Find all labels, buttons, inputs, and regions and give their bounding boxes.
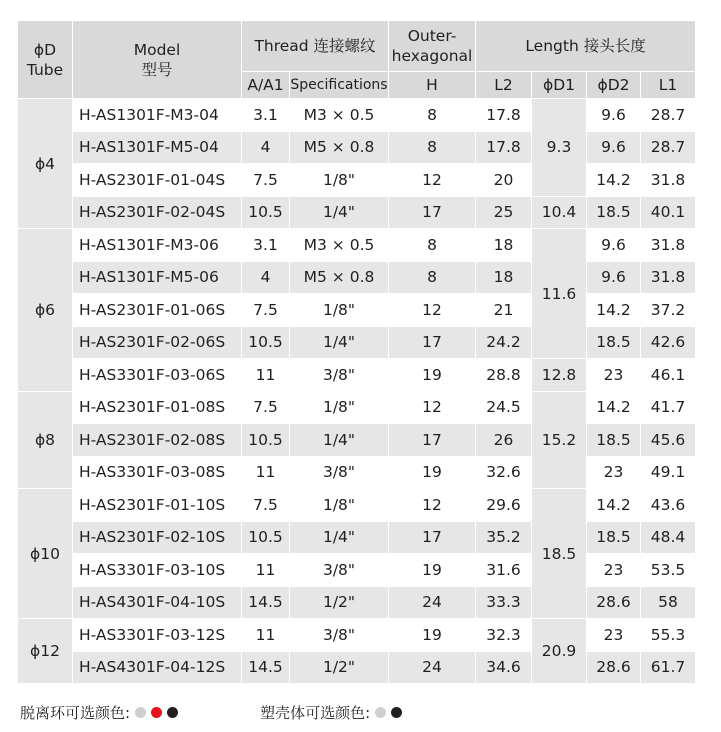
spec-table <box>17 20 696 684</box>
model-cell: H-AS3301F-03-06S <box>73 359 242 392</box>
length-d2-cell: 14.2 <box>587 294 641 327</box>
body-colors <box>260 702 402 724</box>
header-model-en: Model <box>133 40 181 59</box>
table-row <box>18 456 696 489</box>
tube-size-cell: ϕ6 <box>18 229 73 392</box>
hex-h-cell: 8 <box>389 131 476 164</box>
thread-spec-cell: 1/4" <box>290 424 389 457</box>
length-l1-cell: 58 <box>641 586 696 619</box>
thread-spec-cell: 1/8" <box>290 489 389 522</box>
thread-a-cell: 11 <box>242 554 290 587</box>
body-label: 塑壳体可选颜色: <box>260 704 371 722</box>
thread-spec-cell: M3 × 0.5 <box>290 229 389 262</box>
length-d2-cell: 9.6 <box>587 229 641 262</box>
release-ring-color-swatch-1 <box>135 707 146 718</box>
length-l2-cell: 18 <box>476 229 532 262</box>
release-ring-colors <box>20 702 178 724</box>
table-row <box>18 359 696 392</box>
model-cell: H-AS2301F-01-10S <box>73 489 242 522</box>
header-d1: ϕD1 <box>532 72 587 99</box>
thread-a-cell: 10.5 <box>242 196 290 229</box>
table-row <box>18 586 696 619</box>
length-d2-cell: 18.5 <box>587 521 641 554</box>
length-l2-cell: 29.6 <box>476 489 532 522</box>
color-options <box>20 702 710 724</box>
header-model <box>73 21 242 99</box>
thread-a-cell: 10.5 <box>242 521 290 554</box>
table-row <box>18 651 696 684</box>
length-l1-cell: 45.6 <box>641 424 696 457</box>
body-color-swatch-2 <box>391 707 402 718</box>
thread-spec-cell: 1/8" <box>290 164 389 197</box>
thread-a-cell: 11 <box>242 456 290 489</box>
table-row <box>18 326 696 359</box>
body-swatches <box>370 702 402 724</box>
hex-h-cell: 17 <box>389 326 476 359</box>
tube-size-cell: ϕ12 <box>18 619 73 684</box>
thread-spec-cell: 1/2" <box>290 651 389 684</box>
length-l2-cell: 26 <box>476 424 532 457</box>
table-row <box>18 99 696 132</box>
model-cell: H-AS3301F-03-10S <box>73 554 242 587</box>
length-l2-cell: 35.2 <box>476 521 532 554</box>
hex-h-cell: 17 <box>389 424 476 457</box>
table-row <box>18 294 696 327</box>
length-l2-cell: 25 <box>476 196 532 229</box>
thread-spec-cell: 1/8" <box>290 391 389 424</box>
length-d2-cell: 18.5 <box>587 424 641 457</box>
model-cell: H-AS2301F-02-04S <box>73 196 242 229</box>
header-l2: L2 <box>476 72 532 99</box>
length-d2-cell: 14.2 <box>587 164 641 197</box>
model-cell: H-AS2301F-01-08S <box>73 391 242 424</box>
hex-h-cell: 19 <box>389 359 476 392</box>
length-d1-cell: 11.6 <box>532 229 587 359</box>
header-l1: L1 <box>641 72 696 99</box>
table-row <box>18 489 696 522</box>
model-cell: H-AS3301F-03-08S <box>73 456 242 489</box>
length-l1-cell: 31.8 <box>641 229 696 262</box>
model-cell: H-AS2301F-02-08S <box>73 424 242 457</box>
length-l1-cell: 31.8 <box>641 261 696 294</box>
length-l1-cell: 41.7 <box>641 391 696 424</box>
length-l2-cell: 20 <box>476 164 532 197</box>
hex-h-cell: 17 <box>389 521 476 554</box>
thread-spec-cell: 1/4" <box>290 196 389 229</box>
thread-spec-cell: M5 × 0.8 <box>290 261 389 294</box>
model-cell: H-AS4301F-04-12S <box>73 651 242 684</box>
hex-h-cell: 19 <box>389 619 476 652</box>
length-d2-cell: 28.6 <box>587 651 641 684</box>
length-l1-cell: 61.7 <box>641 651 696 684</box>
hex-h-cell: 8 <box>389 261 476 294</box>
header-tube-symbol: ϕD <box>33 40 57 59</box>
hex-h-cell: 19 <box>389 456 476 489</box>
header-h: H <box>389 72 476 99</box>
thread-spec-cell: 3/8" <box>290 359 389 392</box>
thread-a-cell: 10.5 <box>242 326 290 359</box>
thread-spec-cell: 1/4" <box>290 326 389 359</box>
length-d2-cell: 23 <box>587 619 641 652</box>
hex-h-cell: 12 <box>389 489 476 522</box>
thread-spec-cell: 3/8" <box>290 554 389 587</box>
body-color-swatch-1 <box>375 707 386 718</box>
header-a: A/A1 <box>242 72 290 99</box>
length-l2-cell: 32.6 <box>476 456 532 489</box>
model-cell: H-AS4301F-04-10S <box>73 586 242 619</box>
length-l1-cell: 40.1 <box>641 196 696 229</box>
length-l2-cell: 21 <box>476 294 532 327</box>
table-row <box>18 619 696 652</box>
hex-h-cell: 8 <box>389 229 476 262</box>
length-d1-cell: 9.3 <box>532 99 587 197</box>
length-d1-cell: 10.4 <box>532 196 587 229</box>
thread-a-cell: 11 <box>242 619 290 652</box>
header-spec: Specifications <box>290 72 389 99</box>
table-row <box>18 164 696 197</box>
length-d2-cell: 9.6 <box>587 261 641 294</box>
table-row <box>18 424 696 457</box>
header-thread: Thread 连接螺纹 <box>242 21 389 72</box>
thread-a-cell: 4 <box>242 261 290 294</box>
thread-a-cell: 10.5 <box>242 424 290 457</box>
thread-a-cell: 7.5 <box>242 294 290 327</box>
length-l1-cell: 28.7 <box>641 99 696 132</box>
length-l2-cell: 18 <box>476 261 532 294</box>
header-outer-hex <box>389 21 476 72</box>
thread-spec-cell: 1/2" <box>290 586 389 619</box>
thread-spec-cell: 1/8" <box>290 294 389 327</box>
length-d2-cell: 18.5 <box>587 196 641 229</box>
model-cell: H-AS2301F-01-04S <box>73 164 242 197</box>
tube-size-cell: ϕ8 <box>18 391 73 489</box>
length-d1-cell: 12.8 <box>532 359 587 392</box>
length-l2-cell: 24.5 <box>476 391 532 424</box>
length-l2-cell: 28.8 <box>476 359 532 392</box>
hex-h-cell: 8 <box>389 99 476 132</box>
model-cell: H-AS2301F-01-06S <box>73 294 242 327</box>
tube-size-cell: ϕ4 <box>18 99 73 229</box>
header-outer-l1: Outer- <box>407 27 457 45</box>
hex-h-cell: 12 <box>389 294 476 327</box>
thread-spec-cell: M5 × 0.8 <box>290 131 389 164</box>
length-d2-cell: 28.6 <box>587 586 641 619</box>
model-cell: H-AS1301F-M5-06 <box>73 261 242 294</box>
model-cell: H-AS2301F-02-10S <box>73 521 242 554</box>
thread-a-cell: 3.1 <box>242 99 290 132</box>
table-row <box>18 131 696 164</box>
table-row <box>18 261 696 294</box>
thread-a-cell: 7.5 <box>242 489 290 522</box>
thread-spec-cell: M3 × 0.5 <box>290 99 389 132</box>
thread-a-cell: 3.1 <box>242 229 290 262</box>
table-row <box>18 196 696 229</box>
length-d1-cell: 18.5 <box>532 489 587 619</box>
length-d2-cell: 23 <box>587 554 641 587</box>
length-d2-cell: 9.6 <box>587 99 641 132</box>
length-l1-cell: 37.2 <box>641 294 696 327</box>
thread-spec-cell: 3/8" <box>290 619 389 652</box>
hex-h-cell: 12 <box>389 164 476 197</box>
length-d2-cell: 23 <box>587 456 641 489</box>
thread-a-cell: 14.5 <box>242 586 290 619</box>
length-l2-cell: 17.8 <box>476 131 532 164</box>
hex-h-cell: 19 <box>389 554 476 587</box>
table-row <box>18 391 696 424</box>
release-ring-label: 脱离环可选颜色: <box>20 704 131 722</box>
length-d1-cell: 20.9 <box>532 619 587 684</box>
length-d2-cell: 23 <box>587 359 641 392</box>
length-l2-cell: 33.3 <box>476 586 532 619</box>
length-l1-cell: 31.8 <box>641 164 696 197</box>
length-l1-cell: 42.6 <box>641 326 696 359</box>
thread-a-cell: 14.5 <box>242 651 290 684</box>
hex-h-cell: 24 <box>389 586 476 619</box>
spec-body <box>18 99 696 684</box>
header-outer-l2: hexagonal <box>391 47 473 65</box>
model-cell: H-AS1301F-M3-06 <box>73 229 242 262</box>
thread-a-cell: 7.5 <box>242 391 290 424</box>
header-length: Length 接头长度 <box>476 21 696 72</box>
length-l1-cell: 43.6 <box>641 489 696 522</box>
thread-spec-cell: 3/8" <box>290 456 389 489</box>
length-l1-cell: 46.1 <box>641 359 696 392</box>
length-l2-cell: 31.6 <box>476 554 532 587</box>
header-model-cn: 型号 <box>141 60 173 79</box>
header-d2: ϕD2 <box>587 72 641 99</box>
length-l1-cell: 55.3 <box>641 619 696 652</box>
length-l2-cell: 34.6 <box>476 651 532 684</box>
thread-spec-cell: 1/4" <box>290 521 389 554</box>
length-l2-cell: 32.3 <box>476 619 532 652</box>
tube-size-cell: ϕ10 <box>18 489 73 619</box>
table-row <box>18 229 696 262</box>
thread-a-cell: 4 <box>242 131 290 164</box>
length-l2-cell: 17.8 <box>476 99 532 132</box>
release-ring-color-swatch-3 <box>167 707 178 718</box>
model-cell: H-AS1301F-M5-04 <box>73 131 242 164</box>
length-d2-cell: 14.2 <box>587 489 641 522</box>
length-l1-cell: 48.4 <box>641 521 696 554</box>
release-ring-color-swatch-2 <box>151 707 162 718</box>
model-cell: H-AS2301F-02-06S <box>73 326 242 359</box>
length-d1-cell: 15.2 <box>532 391 587 489</box>
length-d2-cell: 9.6 <box>587 131 641 164</box>
hex-h-cell: 24 <box>389 651 476 684</box>
length-l1-cell: 49.1 <box>641 456 696 489</box>
length-d2-cell: 14.2 <box>587 391 641 424</box>
length-d2-cell: 18.5 <box>587 326 641 359</box>
length-l1-cell: 28.7 <box>641 131 696 164</box>
hex-h-cell: 17 <box>389 196 476 229</box>
thread-a-cell: 7.5 <box>242 164 290 197</box>
length-l2-cell: 24.2 <box>476 326 532 359</box>
header-tube-label: Tube <box>26 60 64 79</box>
release-ring-swatches <box>130 702 178 724</box>
table-row <box>18 554 696 587</box>
thread-a-cell: 11 <box>242 359 290 392</box>
hex-h-cell: 12 <box>389 391 476 424</box>
model-cell: H-AS3301F-03-12S <box>73 619 242 652</box>
table-row <box>18 521 696 554</box>
length-l1-cell: 53.5 <box>641 554 696 587</box>
model-cell: H-AS1301F-M3-04 <box>73 99 242 132</box>
header-tube <box>18 21 73 99</box>
